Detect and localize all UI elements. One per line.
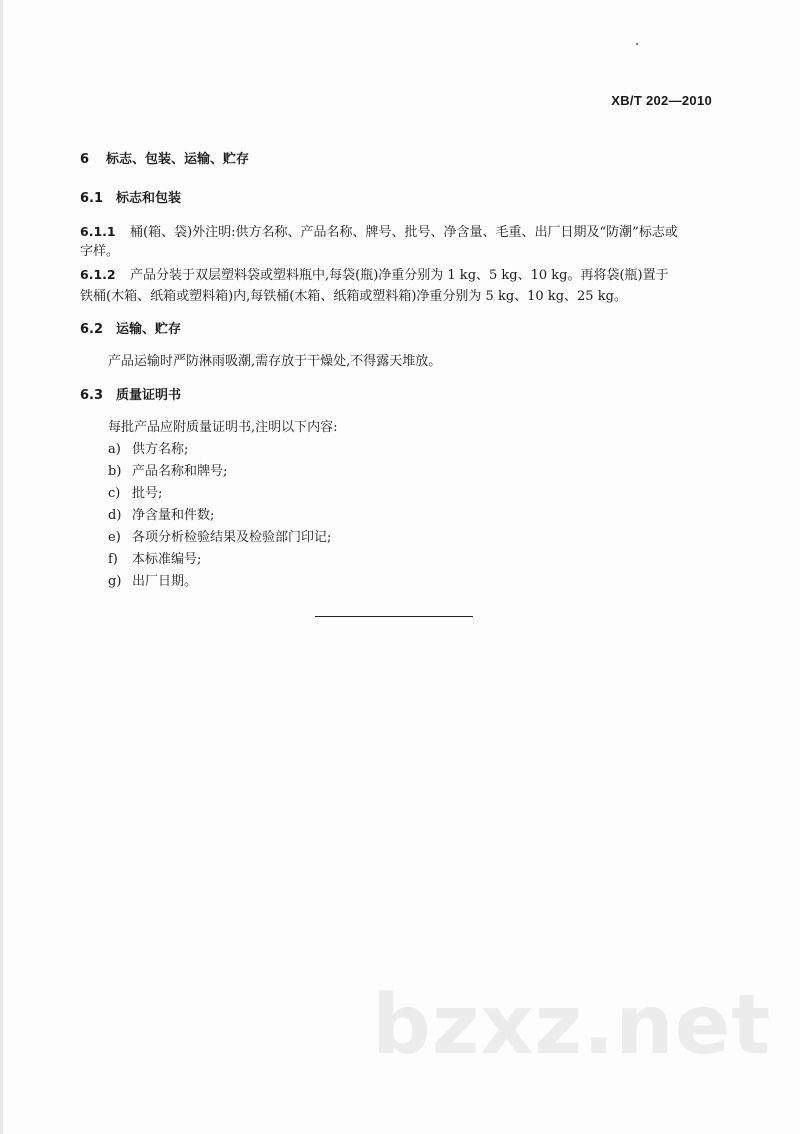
section-6-2-number: 6.2	[80, 322, 104, 337]
list-marker: e)	[108, 530, 121, 545]
list-item	[108, 572, 197, 592]
list-item	[108, 462, 227, 482]
list-text: 供方名称;	[132, 442, 189, 457]
list-marker: g)	[108, 574, 122, 589]
list-marker: b)	[108, 464, 122, 479]
scan-speck	[636, 43, 638, 45]
list-item	[108, 440, 188, 460]
section-6-number: 6	[80, 152, 90, 167]
clause-6-1-2-text-1: 产品分装于双层塑料袋或塑料瓶中,每袋(瓶)净重分别为 1 kg、5 kg、10 kg。再将袋(瓶)置于	[130, 268, 669, 283]
list-text: 净含量和件数;	[132, 508, 215, 523]
clause-6-1-1-number: 6.1.1	[80, 224, 116, 239]
section-6-3-intro: 每批产品应附质量证明书,注明以下内容:	[108, 420, 338, 435]
list-text: 产品名称和牌号;	[132, 464, 228, 479]
section-6-1-heading	[80, 189, 181, 209]
list-text: 各项分析检验结果及检验部门印记;	[132, 530, 332, 545]
list-item	[108, 528, 331, 548]
list-text: 批号;	[132, 486, 163, 501]
clause-6-1-1-text-1: 桶(箱、袋)外注明:供方名称、产品名称、牌号、批号、净含量、毛重、出厂日期及“防潮”标志或	[130, 225, 678, 240]
section-6-3-title: 质量证明书	[116, 388, 182, 403]
list-marker: d)	[108, 508, 122, 523]
section-6-heading	[80, 150, 249, 170]
section-6-2-title: 运输、贮存	[116, 322, 182, 337]
list-item	[108, 484, 162, 504]
list-marker: a)	[108, 442, 121, 457]
list-item	[108, 506, 214, 526]
section-6-3-number: 6.3	[80, 388, 104, 403]
page-edge	[0, 0, 3, 1134]
watermark: bzxz.net	[372, 978, 772, 1073]
section-6-3-heading	[80, 386, 181, 406]
list-marker: f)	[108, 552, 118, 567]
clause-6-1-1-line-1	[80, 222, 678, 243]
section-6-1-title: 标志和包装	[116, 191, 182, 206]
clause-6-1-1-line-2	[80, 242, 119, 262]
list-marker: c)	[108, 486, 121, 501]
list-text: 本标准编号;	[132, 552, 202, 567]
section-6-2-text: 产品运输时严防淋雨吸潮,需存放于干燥处,不得露天堆放。	[108, 354, 442, 369]
standard-code: XB/T 202—2010	[611, 93, 712, 108]
section-6-title: 标志、包装、运输、贮存	[106, 152, 250, 167]
clause-6-1-1-text-2: 字样。	[80, 244, 120, 259]
section-6-2-heading	[80, 320, 181, 340]
clause-6-1-2-line-1	[80, 265, 669, 286]
clause-6-1-2-text-2: 铁桶(木箱、纸箱或塑料箱)内,每铁桶(木箱、纸箱或塑料箱)净重分别为 5 kg、10 kg、25 kg。	[80, 289, 627, 304]
list-item	[108, 550, 201, 570]
list-text: 出厂日期。	[132, 574, 198, 589]
clause-6-1-2-number: 6.1.2	[80, 267, 116, 282]
section-6-1-number: 6.1	[80, 191, 104, 206]
clause-6-1-2-line-2	[80, 287, 627, 307]
end-rule	[315, 616, 473, 617]
